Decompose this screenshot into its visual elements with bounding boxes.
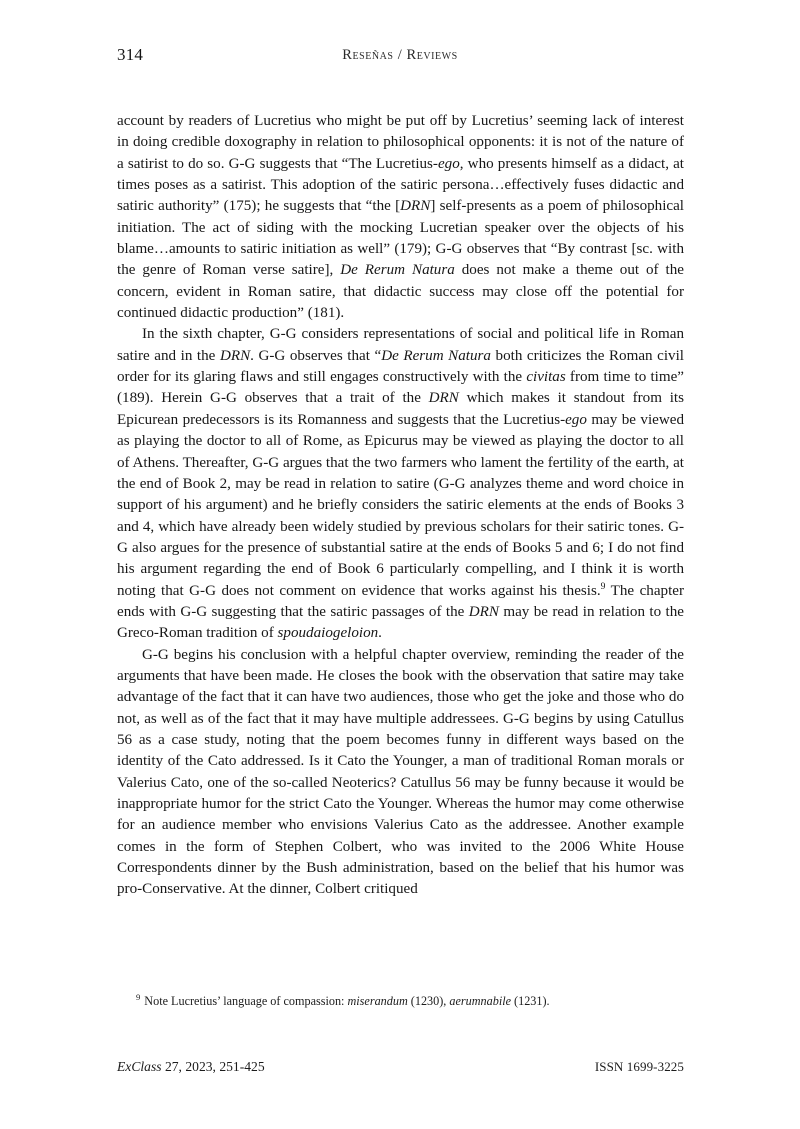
text-run: may be viewed as playing the doctor to all of Rome, as Epicurus may be viewed as playing the doctor to all of Athens. Thereafter, G-G argues that the two farmers who lament the fertility of the earth, at the end of Book 2, may be read in relation to satire (G-G analyzes theme and word choice in support of his argument) and he briefly considers the satiric elements at the ends of Books 3 and 4, which have already been widely studied by previous scholars for their satiric tones. G-G also argues for the presence of substantial satire at the ends of Books 5 and 6; I do not find his argument regarding the end of Book 6 particularly compelling, and I think it is worth noting that G-G does not comment on evidence that works against his thesis. [117,411,684,599]
text-run: . G-G observes that “ [250,347,382,364]
text-run: from time to time” (189). Herein G-G observes that a trait of the [117,369,684,407]
footnote [117,993,684,1009]
running-head-title: Reseñas / Reviews [342,47,458,63]
text-run: In the sixth chapter, G-G considers representations of social and political life in Roman satire and in the [117,326,684,364]
italic-run: ego [437,155,460,172]
text-run: does not make a theme out of the concern, evident in Roman satire, that didactic success may close off the potential for continued didactic production” (181). [117,262,684,322]
body-paragraph [117,111,684,324]
italic-run: De Rerum Natura [340,262,455,279]
page-footer [117,1057,684,1077]
text-run: which makes it standout from its Epicurean predecessors is its Romanness and suggests that the Lucretius- [117,390,684,428]
italic-run: ego [565,411,587,428]
footnote-number: 9 [136,991,141,1002]
text-run: The chapter ends with G-G suggesting that the satiric passages of the [117,582,684,620]
text-run: G-G begins his conclusion with a helpful chapter overview, reminding the reader of the arguments that have been made. He closes the book with the observation that satire may take advantage of the fact that it can have two audiences, those who get the joke and those who do not, as well as of the fact that it may have multiple addressees. G-G begins by using Catullus 56 as a case study, noting that the poem becomes funny in different ways based on the identity of the Cato addressed. Is it Cato the Younger, a man of traditional Roman morals or Valerius Cato, one of the so-called Neoterics? Catullus 56 may be funny because it would be inappropriate humor for the strict Cato the Younger. Whereas the humor may come otherwise for an audience member who envisions Valerius Cato as the addressee. Another example comes in the form of Stephen Colbert, who was invited to the 2006 White House Correspondents dinner by the Bush administration, based on the belief that his humor was pro-Conservative. At the dinner, Colbert critiqued [117,646,684,898]
italic-run: DRN [468,603,499,620]
italic-run: aerumnabile [449,994,511,1008]
text-run: (1230), [407,994,450,1008]
text-run: both criticizes the Roman civil order for its glaring flaws and still engages constructively with the [117,347,684,386]
journal-name: ExClass [117,1059,162,1074]
running-head [117,44,683,66]
footer-issn: ISSN 1699-3225 [594,1059,684,1074]
footnote-area [117,993,684,1009]
footnote-reference[interactable]: 9 [600,580,606,592]
italic-run: miserandum [347,994,408,1008]
italic-run: civitas [526,369,566,386]
italic-run: spoudaiogeloion [277,625,379,642]
italic-run: De Rerum Natura [381,347,491,364]
footer-citation-rest: 27, 2023, 251-425 [161,1059,265,1074]
text-run: account by readers of Lucretius who might be put off by Lucretius’ seeming lack of interest in doing credible doxography in relation to philosophical opponents: it is not of the nature of a satirist to do so. G-G suggests that “The Lucretius- [117,113,684,172]
text-run: (1231). [511,994,550,1008]
text-run: . [378,625,382,642]
italic-run: DRN [400,198,431,215]
body-text-column [117,111,684,901]
text-run: may be read in relation to the Greco-Roman tradition of [117,603,684,642]
text-run: , who presents himself as a didact, at times poses as a satirist. This adoption of the satiric persona…effectively fuses didactic and satiric authority” (175); he suggests that “the [ [117,155,685,215]
text-run: ] self-presents as a poem of philosophical initiation. The act of siding with the mocking Lucretian speaker over the objects of his blame…amounts to satiric initiation as well” (179); G-G observes that “By contrast [sc. with the genre of Roman verse satire], [117,198,685,279]
italic-run: DRN [428,390,459,407]
footer-citation [117,1057,265,1077]
body-paragraph [117,645,684,901]
page-number: 314 [117,45,144,64]
italic-run: DRN [219,347,251,364]
text-run: Note Lucretius’ language of compassion: [144,994,348,1008]
body-paragraph [117,324,684,644]
